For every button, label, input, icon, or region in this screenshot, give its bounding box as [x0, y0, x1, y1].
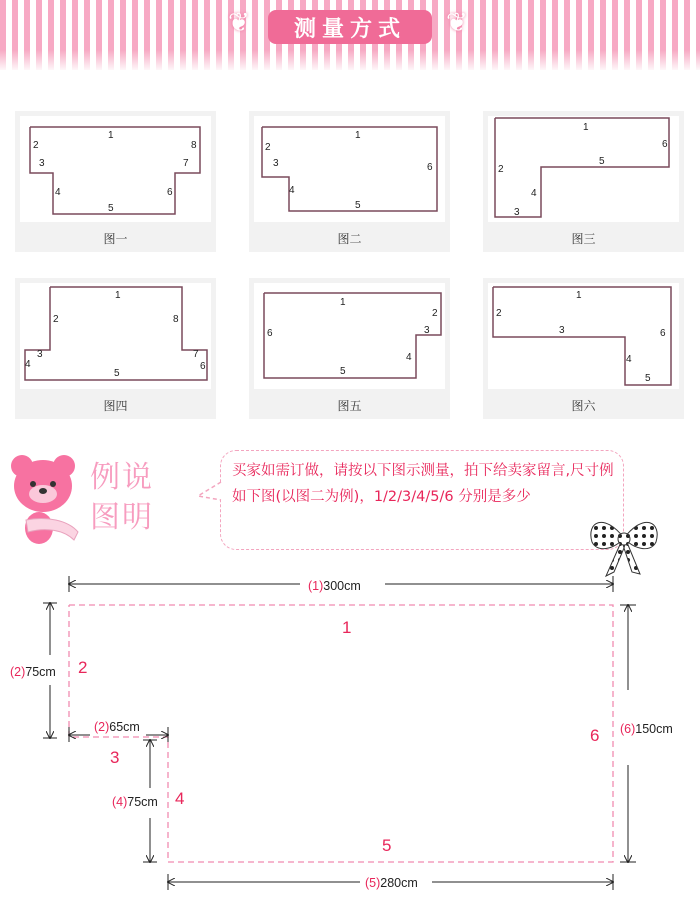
fig4-label-1: 1	[115, 290, 121, 301]
segment-number-5: 5	[382, 836, 392, 855]
thumbnail-fig3	[483, 111, 684, 252]
fig4-label-5: 5	[114, 368, 120, 379]
dim-label-1: (1)300cm	[308, 579, 361, 593]
fig4-caption: 图四	[103, 399, 128, 413]
right-wing-icon: ❦	[446, 8, 468, 38]
fig2-label-3: 3	[273, 158, 279, 169]
dim-label-5: (5)280cm	[365, 876, 418, 890]
thumbnail-fig5	[249, 278, 450, 419]
fig2-label-1: 1	[355, 130, 361, 141]
segment-number-4: 4	[175, 789, 185, 808]
fig5-label-6: 6	[267, 328, 273, 339]
segment-number-2: 2	[78, 658, 88, 677]
dim-label-6: (6)150cm	[620, 722, 673, 736]
thumbnail-fig2	[249, 111, 450, 252]
fig4-label-6: 6	[200, 361, 206, 372]
fig1-label-3: 3	[39, 158, 45, 169]
fig5-label-3: 3	[424, 325, 430, 336]
fig6-label-6: 6	[660, 328, 666, 339]
fig4-label-7: 7	[193, 349, 199, 360]
fig3-label-5: 5	[599, 156, 605, 167]
fig3-label-1: 1	[583, 122, 589, 133]
fig3-label-4: 4	[531, 188, 537, 199]
fig6-caption: 图六	[571, 399, 596, 413]
room-outline	[69, 605, 613, 862]
bear-mascot-icon	[6, 450, 86, 550]
fig2-label-5: 5	[355, 200, 361, 211]
fig5-label-2: 2	[432, 308, 438, 319]
fig3-label-2: 2	[498, 164, 504, 175]
dim-label-3: (2)65cm	[94, 720, 140, 734]
dim-label-2: (2)75cm	[10, 665, 56, 679]
fig3-label-3: 3	[514, 207, 520, 218]
fig1-label-4: 4	[55, 187, 61, 198]
fig4-label-3: 3	[37, 349, 43, 360]
fig1-label-5: 5	[108, 203, 114, 214]
fig6-label-4: 4	[626, 354, 632, 365]
bubble-tail	[196, 480, 224, 502]
fig3-label-6: 6	[662, 139, 668, 150]
left-wing-icon: ❦	[228, 8, 250, 38]
thumbnail-fig1	[15, 111, 216, 252]
fig1-label-7: 7	[183, 158, 189, 169]
dim-label-4: (4)75cm	[112, 795, 158, 809]
fig6-label-1: 1	[576, 290, 582, 301]
banner-fade	[0, 50, 700, 72]
segment-number-1: 1	[342, 618, 352, 637]
example-title-line1: 例说	[90, 460, 154, 495]
example-title-line2: 图明	[90, 500, 154, 535]
fig1-caption: 图一	[103, 232, 128, 246]
fig4-label-8: 8	[173, 314, 179, 325]
fig5-label-1: 1	[340, 297, 346, 308]
fig1-label-6: 6	[167, 187, 173, 198]
fig4-label-4: 4	[25, 359, 31, 370]
fig5-label-5: 5	[340, 366, 346, 377]
fig6-label-3: 3	[559, 325, 565, 336]
segment-number-6: 6	[590, 726, 600, 745]
page-title: 测量方式	[268, 10, 432, 44]
fig1-label-1: 1	[108, 130, 114, 141]
fig1-label-2: 2	[33, 140, 39, 151]
fig6-label-2: 2	[496, 308, 502, 319]
fig2-label-2: 2	[265, 142, 271, 153]
fig1-label-8: 8	[191, 140, 197, 151]
fig2-caption: 图二	[337, 232, 362, 246]
fig2-label-4: 4	[289, 185, 295, 196]
instruction-text: 买家如需订做，请按以下图示测量，拍下给卖家留言,尺寸例如下图(以图二为例)，1/2/3/4/5/6 分别是多少	[232, 463, 614, 505]
fig5-label-4: 4	[406, 352, 412, 363]
fig3-caption: 图三	[571, 232, 596, 246]
fig6-label-5: 5	[645, 373, 651, 384]
fig4-label-2: 2	[53, 314, 59, 325]
thumbnail-fig4	[15, 278, 216, 419]
thumbnail-fig6	[483, 278, 684, 419]
fig2-label-6: 6	[427, 162, 433, 173]
fig5-caption: 图五	[337, 399, 362, 413]
segment-number-3: 3	[110, 748, 120, 767]
